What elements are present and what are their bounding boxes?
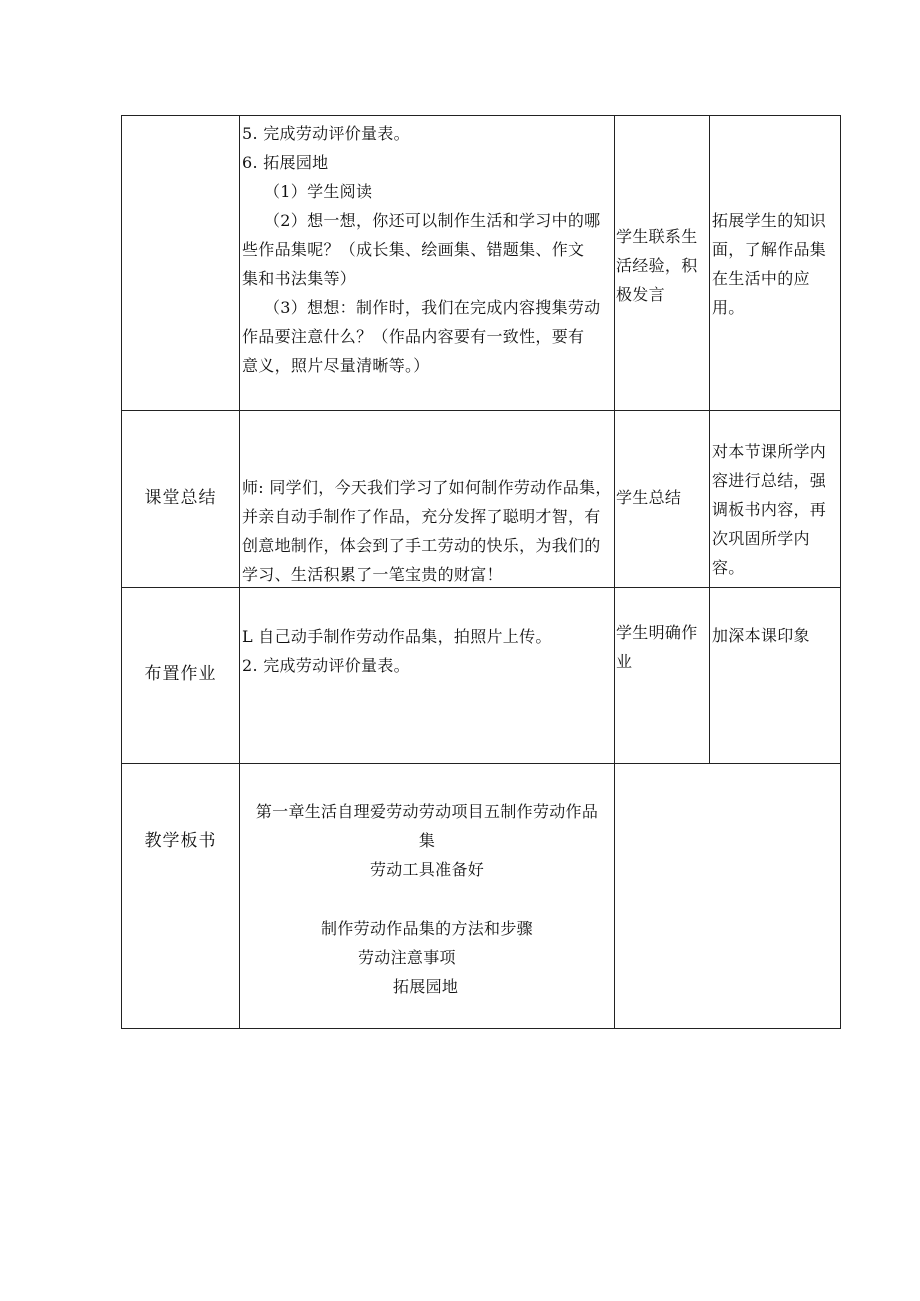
summary-label: 课堂总结 (144, 488, 217, 508)
homework-student-line-2: 业 (616, 652, 633, 671)
homework-line-1: L 自己动手制作劳动作品集，拍照片上传。 (242, 627, 552, 646)
summary-student-line-1: 学生总结 (616, 488, 682, 507)
expansion-line-1: 5. 完成劳动评价量表。 (242, 124, 410, 143)
summary-intent-cell (712, 437, 838, 582)
summary-intent-line-1: 对本节课所学内 (712, 442, 827, 461)
homework-student-cell (616, 618, 708, 676)
expansion-student-line-2: 活经验，积 (616, 256, 698, 275)
expansion-student-line-1: 学生联系生 (616, 227, 698, 246)
table-border-right (840, 115, 841, 1029)
homework-line-2: 2. 完成劳动评价量表。 (242, 656, 410, 675)
expansion-line-4: （2）想一想，你还可以制作生活和学习中的哪 (264, 211, 601, 230)
expansion-intent-line-2: 面，了解作品集 (712, 240, 827, 259)
expansion-intent-cell (712, 206, 838, 322)
expansion-content-cell (242, 119, 612, 380)
expansion-line-6: 集和书法集等） (242, 269, 357, 288)
summary-intent-line-4: 次巩固所学内 (712, 529, 810, 548)
homework-intent-cell (712, 621, 838, 650)
expansion-line-5: 些作品集呢？（成长集、绘画集、错题集、作文 (242, 240, 585, 259)
expansion-intent-line-1: 拓展学生的知识 (712, 211, 827, 230)
expansion-line-7: （3）想想：制作时，我们在完成内容搜集劳动 (264, 298, 601, 317)
summary-line-3: 创意地制作，体会到了手工劳动的快乐，为我们的 (242, 536, 601, 555)
board-line-2: 集 (418, 831, 436, 850)
homework-student-line-1: 学生明确作 (616, 623, 698, 642)
expansion-student-line-3: 极发言 (616, 285, 665, 304)
expansion-line-9: 意义，照片尽量清晰等。） (242, 356, 430, 375)
homework-label: 布置作业 (144, 664, 217, 684)
homework-intent-line-1: 加深本课印象 (712, 626, 810, 645)
board-line-6: 拓展园地 (393, 977, 459, 996)
summary-line-4: 学习、生活积累了一笔宝贵的财富！ (242, 565, 503, 584)
summary-content-cell (242, 473, 612, 589)
board-label: 教学板书 (144, 831, 217, 851)
board-line-3: 劳动工具准备好 (369, 860, 485, 879)
board-line-5: 劳动注意事项 (358, 948, 456, 967)
expansion-line-3: （1）学生阅读 (264, 182, 373, 201)
expansion-intent-line-3: 在生活中的应 (712, 269, 810, 288)
homework-content-cell (242, 622, 612, 680)
board-line-1: 第一章生活自理爱劳动劳动项目五制作劳动作品 (255, 802, 599, 821)
summary-line-1: 师: 同学们，今天我们学习了如何制作劳动作品集， (242, 478, 612, 497)
expansion-intent-line-4: 用。 (712, 298, 745, 317)
summary-intent-line-2: 容进行总结，强 (712, 471, 827, 490)
table-border-left (121, 115, 122, 1029)
table-col-divider-2 (614, 115, 615, 1029)
expansion-line-8: 作品要注意什么？（作品内容要有一致性，要有 (242, 327, 585, 346)
summary-student-cell (616, 483, 708, 512)
table-border-row1 (121, 410, 841, 411)
expansion-line-2: 6. 拓展园地 (242, 153, 329, 172)
table-border-top (121, 115, 841, 116)
table-border-bottom (121, 1028, 841, 1029)
table-col-divider-3 (709, 115, 710, 763)
table-border-row3 (121, 763, 841, 764)
table-col-divider-1 (239, 115, 240, 1029)
summary-intent-line-5: 容。 (712, 558, 745, 577)
board-line-4: 制作劳动作品集的方法和步骤 (321, 919, 533, 938)
expansion-student-cell (616, 222, 708, 309)
summary-intent-line-3: 调板书内容，再 (712, 500, 827, 519)
summary-line-2: 并亲自动手制作了作品，充分发挥了聪明才智，有 (242, 507, 601, 526)
